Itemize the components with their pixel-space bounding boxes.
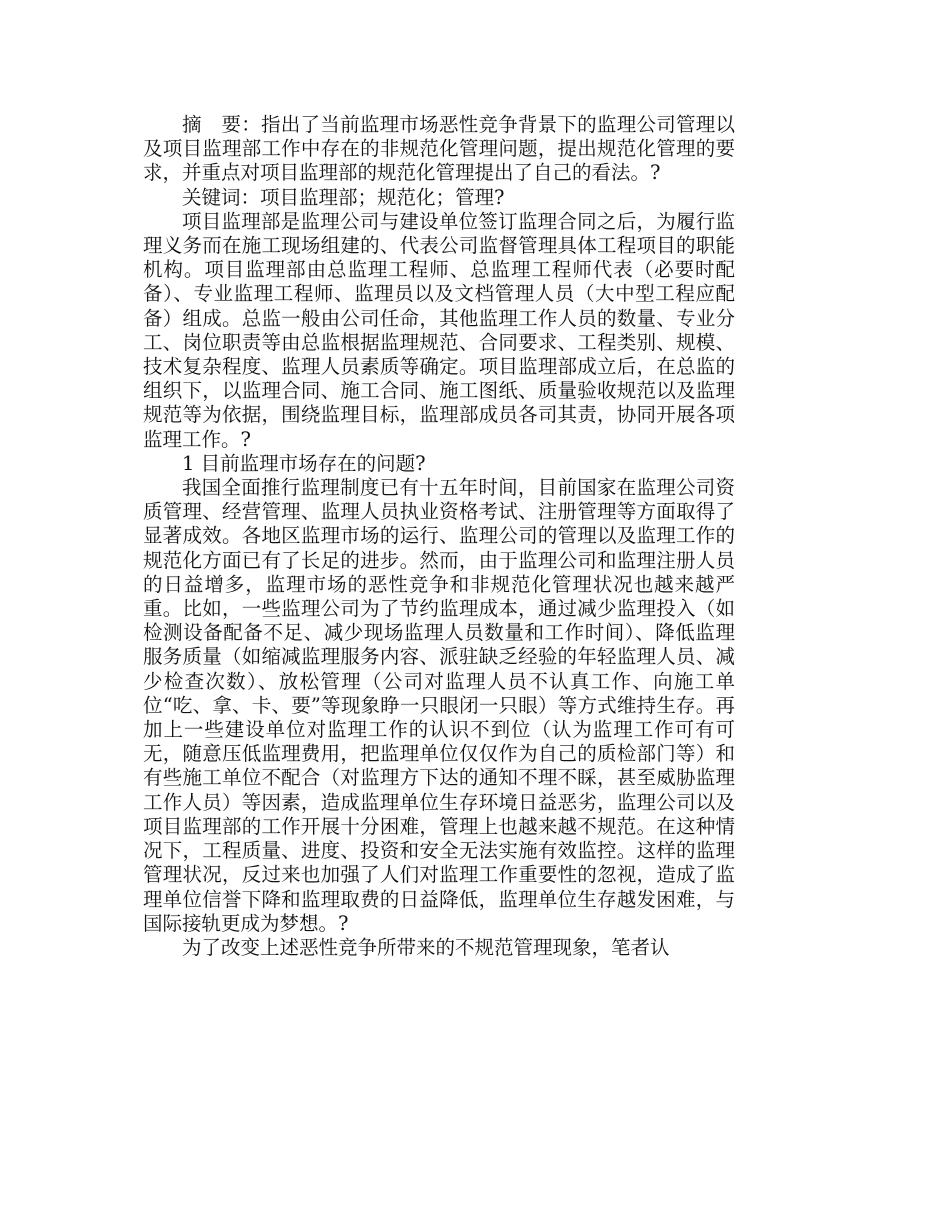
intro-paragraph: 项目监理部是监理公司与建设单位签订监理合同之后，为履行监理义务而在施工现场组建的、代表公司监督管理具体工程项目的职能机构。项目监理部由总监理工程师、总监理工程师代表（必要时配备）、专业监理工程师、监理员以及文档管理人员（大中型工程应配备）组成。总监一般由公司任命，其他监理工作人员的数量、专业分工、岗位职责等由总监根据监理规范、合同要求、工程类别、规模、技术复杂程度、监理人员素质等确定。项目监理部成立后，在总监的组织下，以监理合同、施工合同、施工图纸、质量验收规范以及监理规范等为依据，围绕监理目标，监理部成员各司其责，协同开展各项监理工作。? bbox=[143, 209, 735, 451]
abstract-paragraph: 摘 要：指出了当前监理市场恶性竞争背景下的监理公司管理以及项目监理部工作中存在的非规范化管理问题，提出规范化管理的要求，并重点对项目监理部的规范化管理提出了自己的看法。? bbox=[143, 113, 735, 185]
section-heading: 1 目前监理市场存在的问题? bbox=[182, 451, 426, 475]
keywords-paragraph: 关键词：项目监理部；规范化；管理? bbox=[182, 185, 505, 209]
body-paragraph: 为了改变上述恶性竞争所带来的不规范管理现象，笔者认 bbox=[182, 935, 670, 959]
body-paragraph: 我国全面推行监理制度已有十五年时间，目前国家在监理公司资质管理、经营管理、监理人员执业资格考试、注册管理等方面取得了显著成效。各地区监理市场的运行、监理公司的管理以及监理工作的规范化方面已有了长足的进步。然而，由于监理公司和监理注册人员的日益增多，监理市场的恶性竞争和非规范化管理状况也越来越严重。比如，一些监理公司为了节约监理成本，通过减少监理投入（如检测设备配备不足、减少现场监理人员数量和工作时间）、降低监理服务质量（如缩减监理服务内容、派驻缺乏经验的年轻监理人员、减少检查次数）、放松管理（公司对监理人员不认真工作、向施工单位“吃、拿、卡、要”等现象睁一只眼闭一只眼）等方式维持生存。再加上一些建设单位对监理工作的认识不到位（认为监理工作可有可无，随意压低监理费用，把监理单位仅仅作为自己的质检部门等）和有些施工单位不配合（对监理方下达的通知不理不睬，甚至威胁监理工作人员）等因素，造成监理单位生存环境日益恶劣，监理公司以及项目监理部的工作开展十分困难，管理上也越来越不规范。在这种情况下，工程质量、进度、投资和安全无法实施有效监控。这样的监理管理状况，反过来也加强了人们对监理工作重要性的忽视，造成了监理单位信誉下降和监理取费的日益降低，监理单位生存越发困难，与国际接轨更成为梦想。? bbox=[143, 476, 735, 935]
document-body bbox=[143, 113, 735, 960]
